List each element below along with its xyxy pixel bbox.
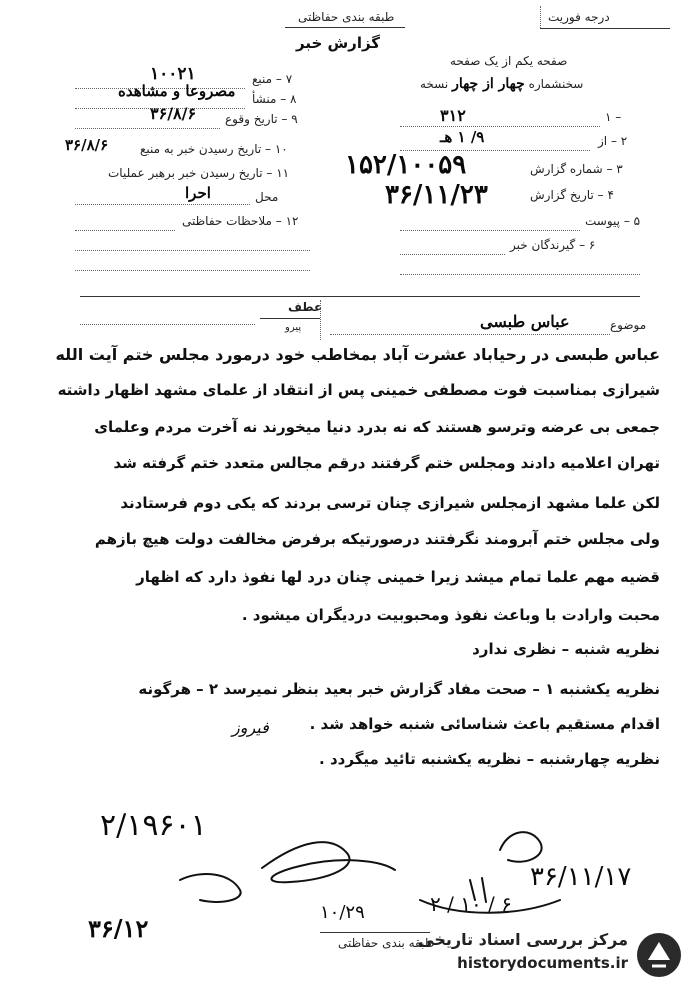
field-r1-value: ۳۱۲ bbox=[440, 106, 466, 125]
field-r6-label: ۶ – گیرندگان خبر bbox=[510, 238, 596, 252]
body-line-8: محبت وارادت با وباعث نفوذ ومحبوبیت دردیگران میشود . bbox=[241, 606, 660, 624]
body-line-1: عباس طبسی در رحیاباد عشرت آباد بمخاطب خود درمورد مجلس ختم آیت الله bbox=[55, 345, 660, 364]
field-r4-label: ۴ – تاریخ گزارش bbox=[530, 188, 614, 202]
field-operations-label: ۱۱ – تاریخ رسیدن خبر برهبر عملیات bbox=[108, 166, 290, 180]
field-r1-label: ۱ – bbox=[605, 110, 622, 124]
body-line-2: شیرازی بمناسبت فوت مصطفی خمینی پس از انتقاد از علمای مشهد اظهار داشته bbox=[57, 381, 660, 399]
field-event-date-label: ۹ – تاریخ وقوع bbox=[225, 112, 298, 126]
field-r3-value: ۱۵۲/۱۰۰۵۹ bbox=[345, 150, 467, 180]
field-source-label: ۷ – منبع bbox=[252, 72, 293, 86]
field-event-date-value: ۳۶/۸/۶ bbox=[150, 104, 197, 123]
field-security-label: ۱۲ – ملاحظات حفاظتی bbox=[182, 214, 299, 228]
classification-bottom-line bbox=[320, 932, 430, 933]
field-location-value: احرا bbox=[185, 184, 211, 202]
copies-label: سخنشماره bbox=[528, 77, 584, 91]
opinion-line-1: نظریه شنبه – نظری ندارد bbox=[472, 640, 660, 658]
signature-stroke-tail bbox=[420, 900, 560, 913]
signature-stroke-loop bbox=[500, 832, 542, 862]
opinion-line-4: نظریه چهارشنبه – نظریه یکشنبه تائید میگردد . bbox=[319, 750, 660, 768]
copies-value: چهار از چهار bbox=[452, 76, 525, 92]
body-line-4: تهران اعلامیه دادند ومجلس ختم گرفتند درقم مجالس متعدد ختم گرفته شد bbox=[113, 454, 660, 472]
subject-label: موضوع bbox=[610, 318, 647, 332]
page-line: صفحه یکم از یک صفحه bbox=[450, 54, 568, 68]
opinion-line-2: نظریه یکشنبه ۱ – صحت مفاد گزارش خبر بعید بنظر نمیرسد ۲ – هرگونه bbox=[138, 680, 660, 698]
atf-sub-label: پیرو bbox=[285, 322, 302, 333]
field-received-label: ۱۰ – تاریخ رسیدن خبر به منبع bbox=[140, 142, 288, 156]
field-r2-label: ۲ – از bbox=[598, 134, 628, 148]
body-line-6: ولی مجلس ختم آبرومند نگرفتند درصورتیکه برفرض مخالفت دولت هیچ بازهم bbox=[94, 530, 660, 548]
handwritten-mark: ۲ / ۱۰ / ۶ bbox=[430, 892, 512, 916]
body-line-3: جمعی بی عرضه وترسو هستند که نه بدرد دنیا میخورند نه آخرت مردم وعلمای bbox=[94, 418, 660, 436]
field-location-label: محل bbox=[255, 190, 279, 204]
watermark-title: مرکز بررسی اسناد تاریخی bbox=[418, 930, 628, 949]
signature-stroke-curl bbox=[180, 874, 241, 902]
field-r2-value: ۹/ ۱ هـ bbox=[440, 128, 485, 146]
classification-bottom: طبقه بندی حفاظتی bbox=[338, 936, 435, 950]
atf-label: عطف bbox=[288, 300, 323, 314]
field-origin-value: مصروعا و مشاهده bbox=[118, 82, 236, 100]
body-line-7: قضیه مهم علما تمام میشد زیرا خمینی چنان درد لها نفوذ دارد که اظهار bbox=[136, 568, 660, 586]
field-origin-label: ۸ – منشأ bbox=[252, 92, 297, 106]
classification-top: طبقه بندی حفاظتی bbox=[298, 10, 395, 24]
subject-value: عباس طبسی bbox=[480, 312, 570, 331]
body-line-5: لکن علما مشهد ازمجلس شیرازی چنان ترسی بردند که یکی دوم فرستادند bbox=[120, 494, 660, 512]
watermark bbox=[418, 924, 690, 986]
signature-stroke-main bbox=[262, 842, 395, 882]
field-r4-value: ۳۶/۱۱/۲۳ bbox=[385, 180, 488, 210]
handwritten-small-number: ۱۰/۲۹ bbox=[320, 902, 365, 923]
opinion-line-3: اقدام مستقیم باعث شناسائی شنبه خواهد شد . bbox=[309, 715, 660, 733]
watermark-logo-icon bbox=[634, 930, 684, 980]
copies-suffix: نسخه bbox=[420, 77, 449, 91]
field-received-value: ۳۶/۸/۶ bbox=[65, 136, 109, 154]
field-r5-label: ۵ – پیوست bbox=[585, 214, 641, 228]
field-source-value: ۱۰۰۲۱ bbox=[150, 64, 196, 84]
handwritten-date-right: ۳۶/۱۱/۱۷ bbox=[530, 862, 632, 892]
watermark-url: historydocuments.ir bbox=[457, 954, 628, 972]
signature-note: فیروز bbox=[232, 718, 269, 737]
handwritten-initial-left: ۳۶/۱۲ bbox=[88, 914, 149, 943]
handwritten-date-top: ۲/۱۹۶۰۱ bbox=[100, 808, 207, 843]
field-r3-label: ۳ – شماره گزارش bbox=[530, 162, 623, 176]
report-type-title: گزارش خبر bbox=[296, 34, 381, 52]
signature-stroke-mark bbox=[470, 878, 486, 902]
priority-label: درجه فوریت bbox=[548, 10, 610, 24]
